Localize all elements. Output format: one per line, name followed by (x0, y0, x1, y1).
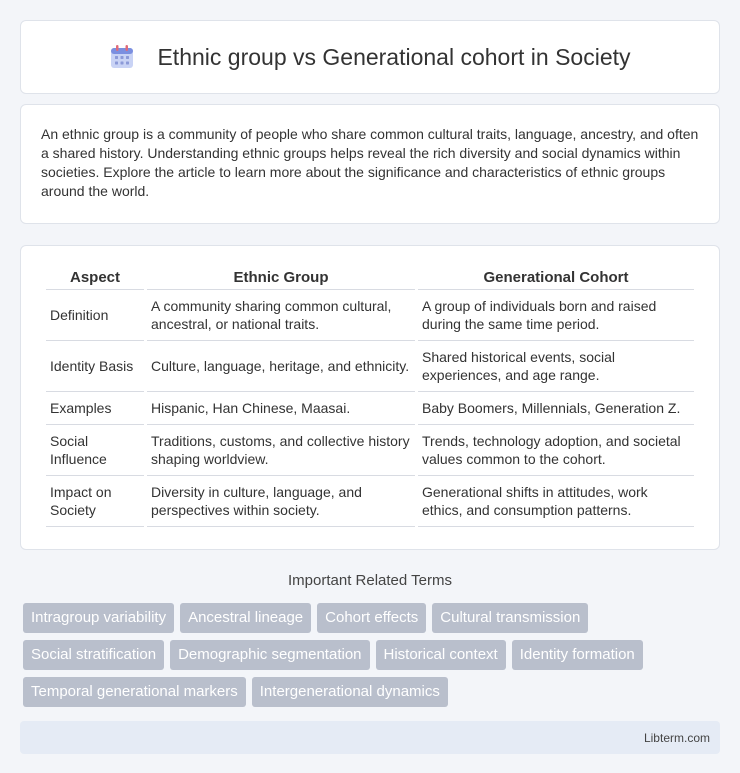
row-ethnic-group: Hispanic, Han Chinese, Maasai. (147, 392, 415, 425)
row-ethnic-group: Culture, language, heritage, and ethnicity. (147, 341, 415, 392)
row-aspect: Identity Basis (46, 341, 144, 392)
table-row (46, 392, 694, 425)
row-aspect: Impact on Society (46, 476, 144, 527)
row-ethnic-group: A community sharing common cultural, ancestral, or national traits. (147, 290, 415, 341)
table-row (46, 341, 694, 392)
tag-intragroup-variability[interactable]: Intragroup variability (23, 603, 174, 633)
row-generational-cohort: Shared historical events, social experiences, and age range. (418, 341, 694, 392)
tag-intergenerational-dynamics[interactable]: Intergenerational dynamics (252, 677, 448, 707)
calendar-icon (109, 44, 135, 70)
row-aspect: Social Influence (46, 425, 144, 476)
comparison-table (43, 266, 697, 527)
footer-site-link[interactable]: Libterm.com (643, 730, 710, 745)
tag-historical-context[interactable]: Historical context (376, 640, 506, 670)
header-aspect: Aspect (46, 266, 144, 290)
tag-identity-formation[interactable]: Identity formation (512, 640, 643, 670)
row-generational-cohort: Trends, technology adoption, and societal values common to the cohort. (418, 425, 694, 476)
table-header-row (46, 266, 694, 290)
row-generational-cohort: A group of individuals born and raised during the same time period. (418, 290, 694, 341)
intro-text: An ethnic group is a community of people who share common cultural traits, language, ancestry, and often a shared history. Understanding ethnic groups helps reveal the rich diversity and social dynamics within societies. Explore the article to learn more about the significance and characteristics of ethnic groups around the world. (41, 126, 699, 199)
header-ethnic-group: Ethnic Group (147, 266, 415, 290)
row-generational-cohort: Baby Boomers, Millennials, Generation Z. (418, 392, 694, 425)
comparison-table-card (20, 245, 720, 550)
tag-demographic-segmentation[interactable]: Demographic segmentation (170, 640, 369, 670)
header-generational-cohort: Generational Cohort (418, 266, 694, 290)
tag-social-stratification[interactable]: Social stratification (23, 640, 164, 670)
tag-cultural-transmission[interactable]: Cultural transmission (432, 603, 588, 633)
footer (20, 721, 720, 754)
row-aspect: Definition (46, 290, 144, 341)
tag-cohort-effects[interactable]: Cohort effects (317, 603, 426, 633)
row-ethnic-group: Traditions, customs, and collective history shaping worldview. (147, 425, 415, 476)
page-title: Ethnic group vs Generational cohort in Society (157, 43, 631, 70)
row-generational-cohort: Generational shifts in attitudes, work ethics, and consumption patterns. (418, 476, 694, 527)
related-terms-tags (20, 603, 720, 707)
table-row (46, 425, 694, 476)
related-terms-title: Important Related Terms (288, 572, 452, 589)
tag-temporal-generational-markers[interactable]: Temporal generational markers (23, 677, 246, 707)
table-row (46, 290, 694, 341)
header-card (20, 20, 720, 94)
intro-card (20, 104, 720, 224)
tag-ancestral-lineage[interactable]: Ancestral lineage (180, 603, 311, 633)
row-ethnic-group: Diversity in culture, language, and perspectives within society. (147, 476, 415, 527)
table-row (46, 476, 694, 527)
row-aspect: Examples (46, 392, 144, 425)
